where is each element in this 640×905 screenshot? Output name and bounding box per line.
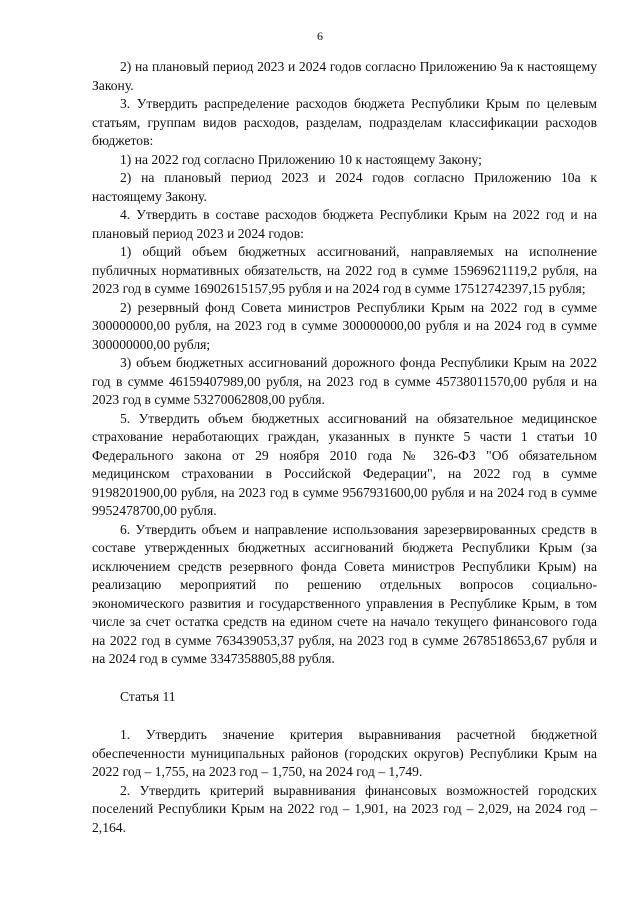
paragraph-item-3: 3. Утвердить распределение расходов бюджета Республики Крым по целевым статьям, группам видов расходов, разделам, подразделам классификации расходов бюджетов: [92,96,597,148]
paragraph-annex-9a: 2) на плановый период 2023 и 2024 годов согласно Приложению 9а к настоящему Закону. [92,59,597,93]
paragraph-item-4: 4. Утвердить в составе расходов бюджета Республики Крым на 2022 год и на плановый период 2023 и 2024 годов: [92,207,597,241]
paragraph-public-obligations: 1) общий объем бюджетных ассигнований, направляемых на исполнение публичных нормативных обязательств, на 2022 год в сумме 15969621119,2 рубля, на 2023 год в сумме 16902615157,95 рубля и на 2024 год в сумме 17512742397,15 рубля; [92,244,597,296]
paragraph-road-fund: 3) объем бюджетных ассигнований дорожного фонда Республики Крым на 2022 год в сумме 46159407989,00 рубля, на 2023 год в сумме 45738011570,00 рубля и на 2023 год в сумме 53270062808,00 рубля. [92,355,597,407]
paragraph-item-5: 5. Утвердить объем бюджетных ассигнований на обязательное медицинское страхование неработающих граждан, указанных в пункте 5 части 1 статьи 10 Федерального закона от 29 ноября 2010 года № 326-ФЗ "Об обязательном медицинском страховании в Российской Федерации", на 2022 год в сумме 9198201900,00 рубля, на 2023 год в сумме 9567931600,00 рубля и на 2024 год в сумме 9952478700,00 рубля. [92,410,597,518]
paragraph-article11-item-2: 2. Утвердить критерий выравнивания финансовых возможностей городских поселений Республики Крым на 2022 год – 1,901, на 2023 год – 2,029, на 2024 год – 2,164. [92,782,597,835]
paragraph-annex-10: 1) на 2022 год согласно Приложению 10 к настоящему Закону; [120,151,482,167]
page-number: 6 [317,29,323,43]
paragraph-reserve-fund: 2) резервный фонд Совета министров Республики Крым на 2022 год в сумме 300000000,00 рубля, на 2023 год в сумме 300000000,00 рубля и на 2024 год в сумме 300000000,00 рубля; [92,299,597,352]
document-body [92,58,597,837]
paragraph-annex-10a: 2) на плановый период 2023 и 2024 годов согласно Приложению 10а к настоящему Закону. [92,170,597,204]
paragraph-article11-item-1: 1. Утвердить значение критерия выравнивания расчетной бюджетной обеспеченности муниципальных районов (городских округов) Республики Крым на 2022 год – 1,755, на 2023 год – 1,750, на 2024 год – 1,749. [92,727,597,779]
article-heading: Статья 11 [120,688,176,704]
paragraph-item-6: 6. Утвердить объем и направление использования зарезервированных средств в составе утвержденных бюджетных ассигнований бюджета Республики Крым (за исключением средств резервного фонда Совета министров Республики Крым) на реализацию мероприятий по решению отдельных вопросов социально-экономического развития и государственного управления в Республике Крым, в том числе за счет остатка средств на едином счете на начало текущего финансового года на 2022 год в сумме 763439053,37 рубля, на 2023 год в сумме 2678518653,67 рубля и на 2024 год в сумме 3347358805,88 рубля. [92,521,597,666]
